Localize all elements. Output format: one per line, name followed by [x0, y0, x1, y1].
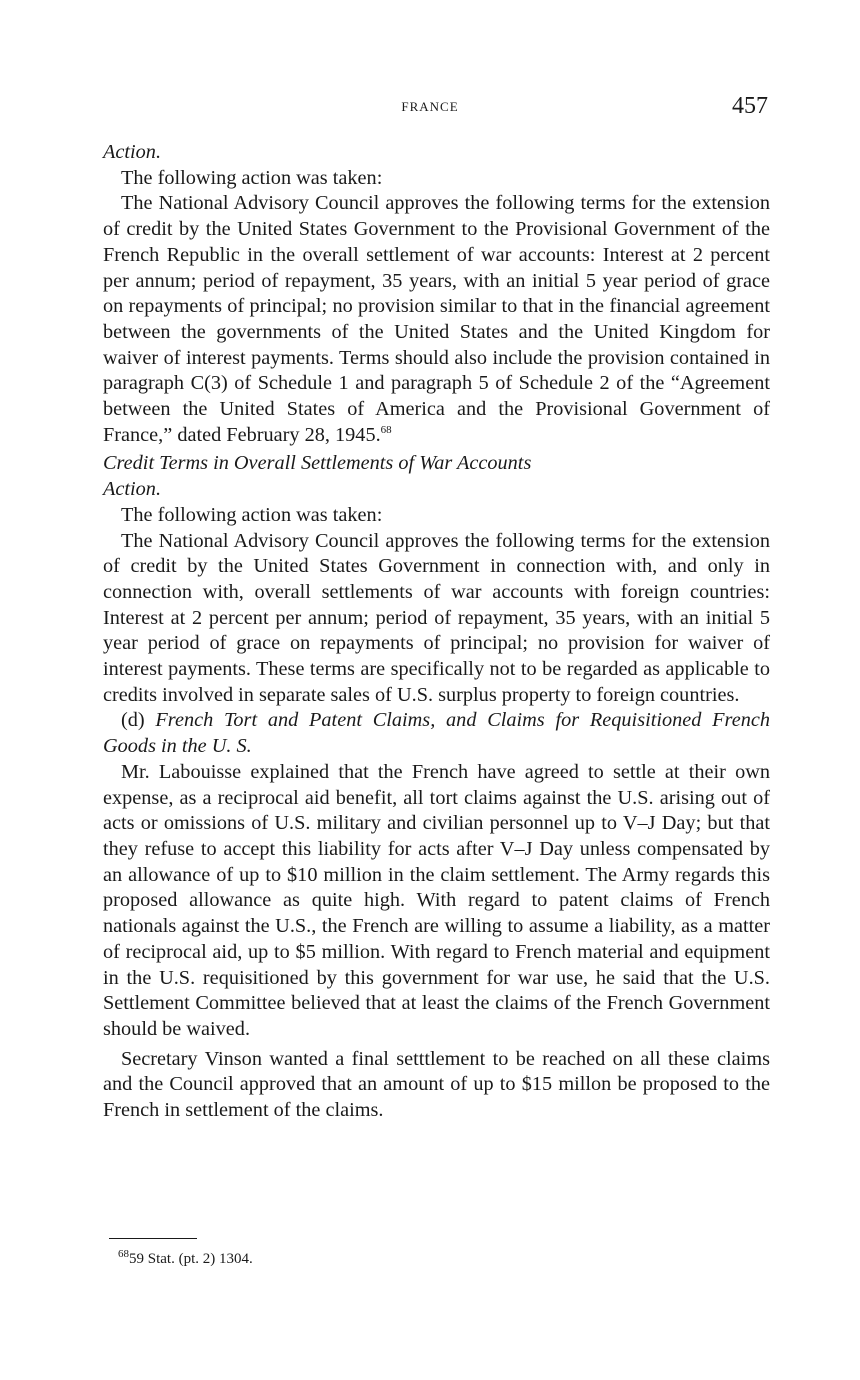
- action-intro-2: The following action was taken:: [121, 503, 383, 526]
- footnote-reference: 68: [380, 423, 392, 436]
- section-label: (d): [121, 709, 145, 732]
- section-heading-claims: [103, 708, 770, 759]
- claims-paragraph: Mr. Labouisse explained that the French have agreed to settle at their own expense, as a reciprocal aid benefit, all tort claims against the U.S. arising out of acts or omissions of U.S. military and civilian personnel up to V–J Day; but that they refuse to accept this liability for acts after V–J Day unless compensated by an allowance of up to $10 million in the claim settlement. The Army regards this proposed allowance as quite high. With regard to patent claims of French nationals against the U.S., the French are willing to assume a liability, as a matter of reciprocal aid, up to $5 million. With regard to French material and equipment in the U.S. requisitioned by this government for war use, he said that the U.S. Settlement Committee believed that at least the claims of the French Government should be waived.: [103, 760, 770, 1040]
- body-text: [103, 140, 770, 1124]
- section-heading-action: Action.: [103, 141, 162, 163]
- footnote-marker: 68: [118, 1248, 129, 1260]
- section-title-claims: French Tort and Patent Claims, and Claims for Requisitioned French Goods in the U. S.: [103, 709, 770, 758]
- resolution-paragraph-credit-terms: The National Advisory Council approves the following terms for the extension of credit by the United States Government in connection with, and only in connection with, overall settlements of war accounts with foreign countries: Interest at 2 percent per annum; period of repayment, 35 years, with an initial 5 year period of grace on repayments of principal; no provision for waiver of interest payments. These terms are specifically not to be regarded as applicable to credits involved in separate sales of U.S. surplus property to foreign countries.: [103, 529, 770, 706]
- running-title: FRANCE: [401, 99, 459, 114]
- page-number: 457: [732, 93, 768, 119]
- closing-paragraph: Secretary Vinson wanted a final setttlement to be reached on all these claims and the Council approved that an amount of up to $15 millon be proposed to the French in settlement of the claims.: [103, 1047, 770, 1122]
- resolution-paragraph-france: [103, 191, 770, 448]
- footnote: [118, 1248, 253, 1268]
- running-head: [0, 93, 860, 123]
- section-heading-credit-terms: Credit Terms in Overall Settlements of War Accounts: [103, 452, 532, 475]
- section-subheading-action: Action.: [103, 478, 162, 501]
- action-intro: The following action was taken:: [121, 166, 383, 189]
- footnote-text: 59 Stat. (pt. 2) 1304.: [129, 1251, 253, 1267]
- footnote-divider: [109, 1238, 197, 1239]
- resolution-text-france: The National Advisory Council approves the following terms for the extension of credit by the United States Government to the Provisional Government of the French Republic in the overall settlement of war accounts: Interest at 2 percent per annum; period of repayment, 35 years, with an initial 5 year period of grace on repayments of principal; no provision similar to that in the financial agreement between the governments of the United States and the United Kingdom for waiver of interest payments. Terms should also include the provision contained in paragraph C(3) of Schedule 1 and paragraph 5 of Schedule 2 of the “Agreement between the United States of America and the Provisional Government of France,” dated February 28, 1945.: [103, 192, 770, 446]
